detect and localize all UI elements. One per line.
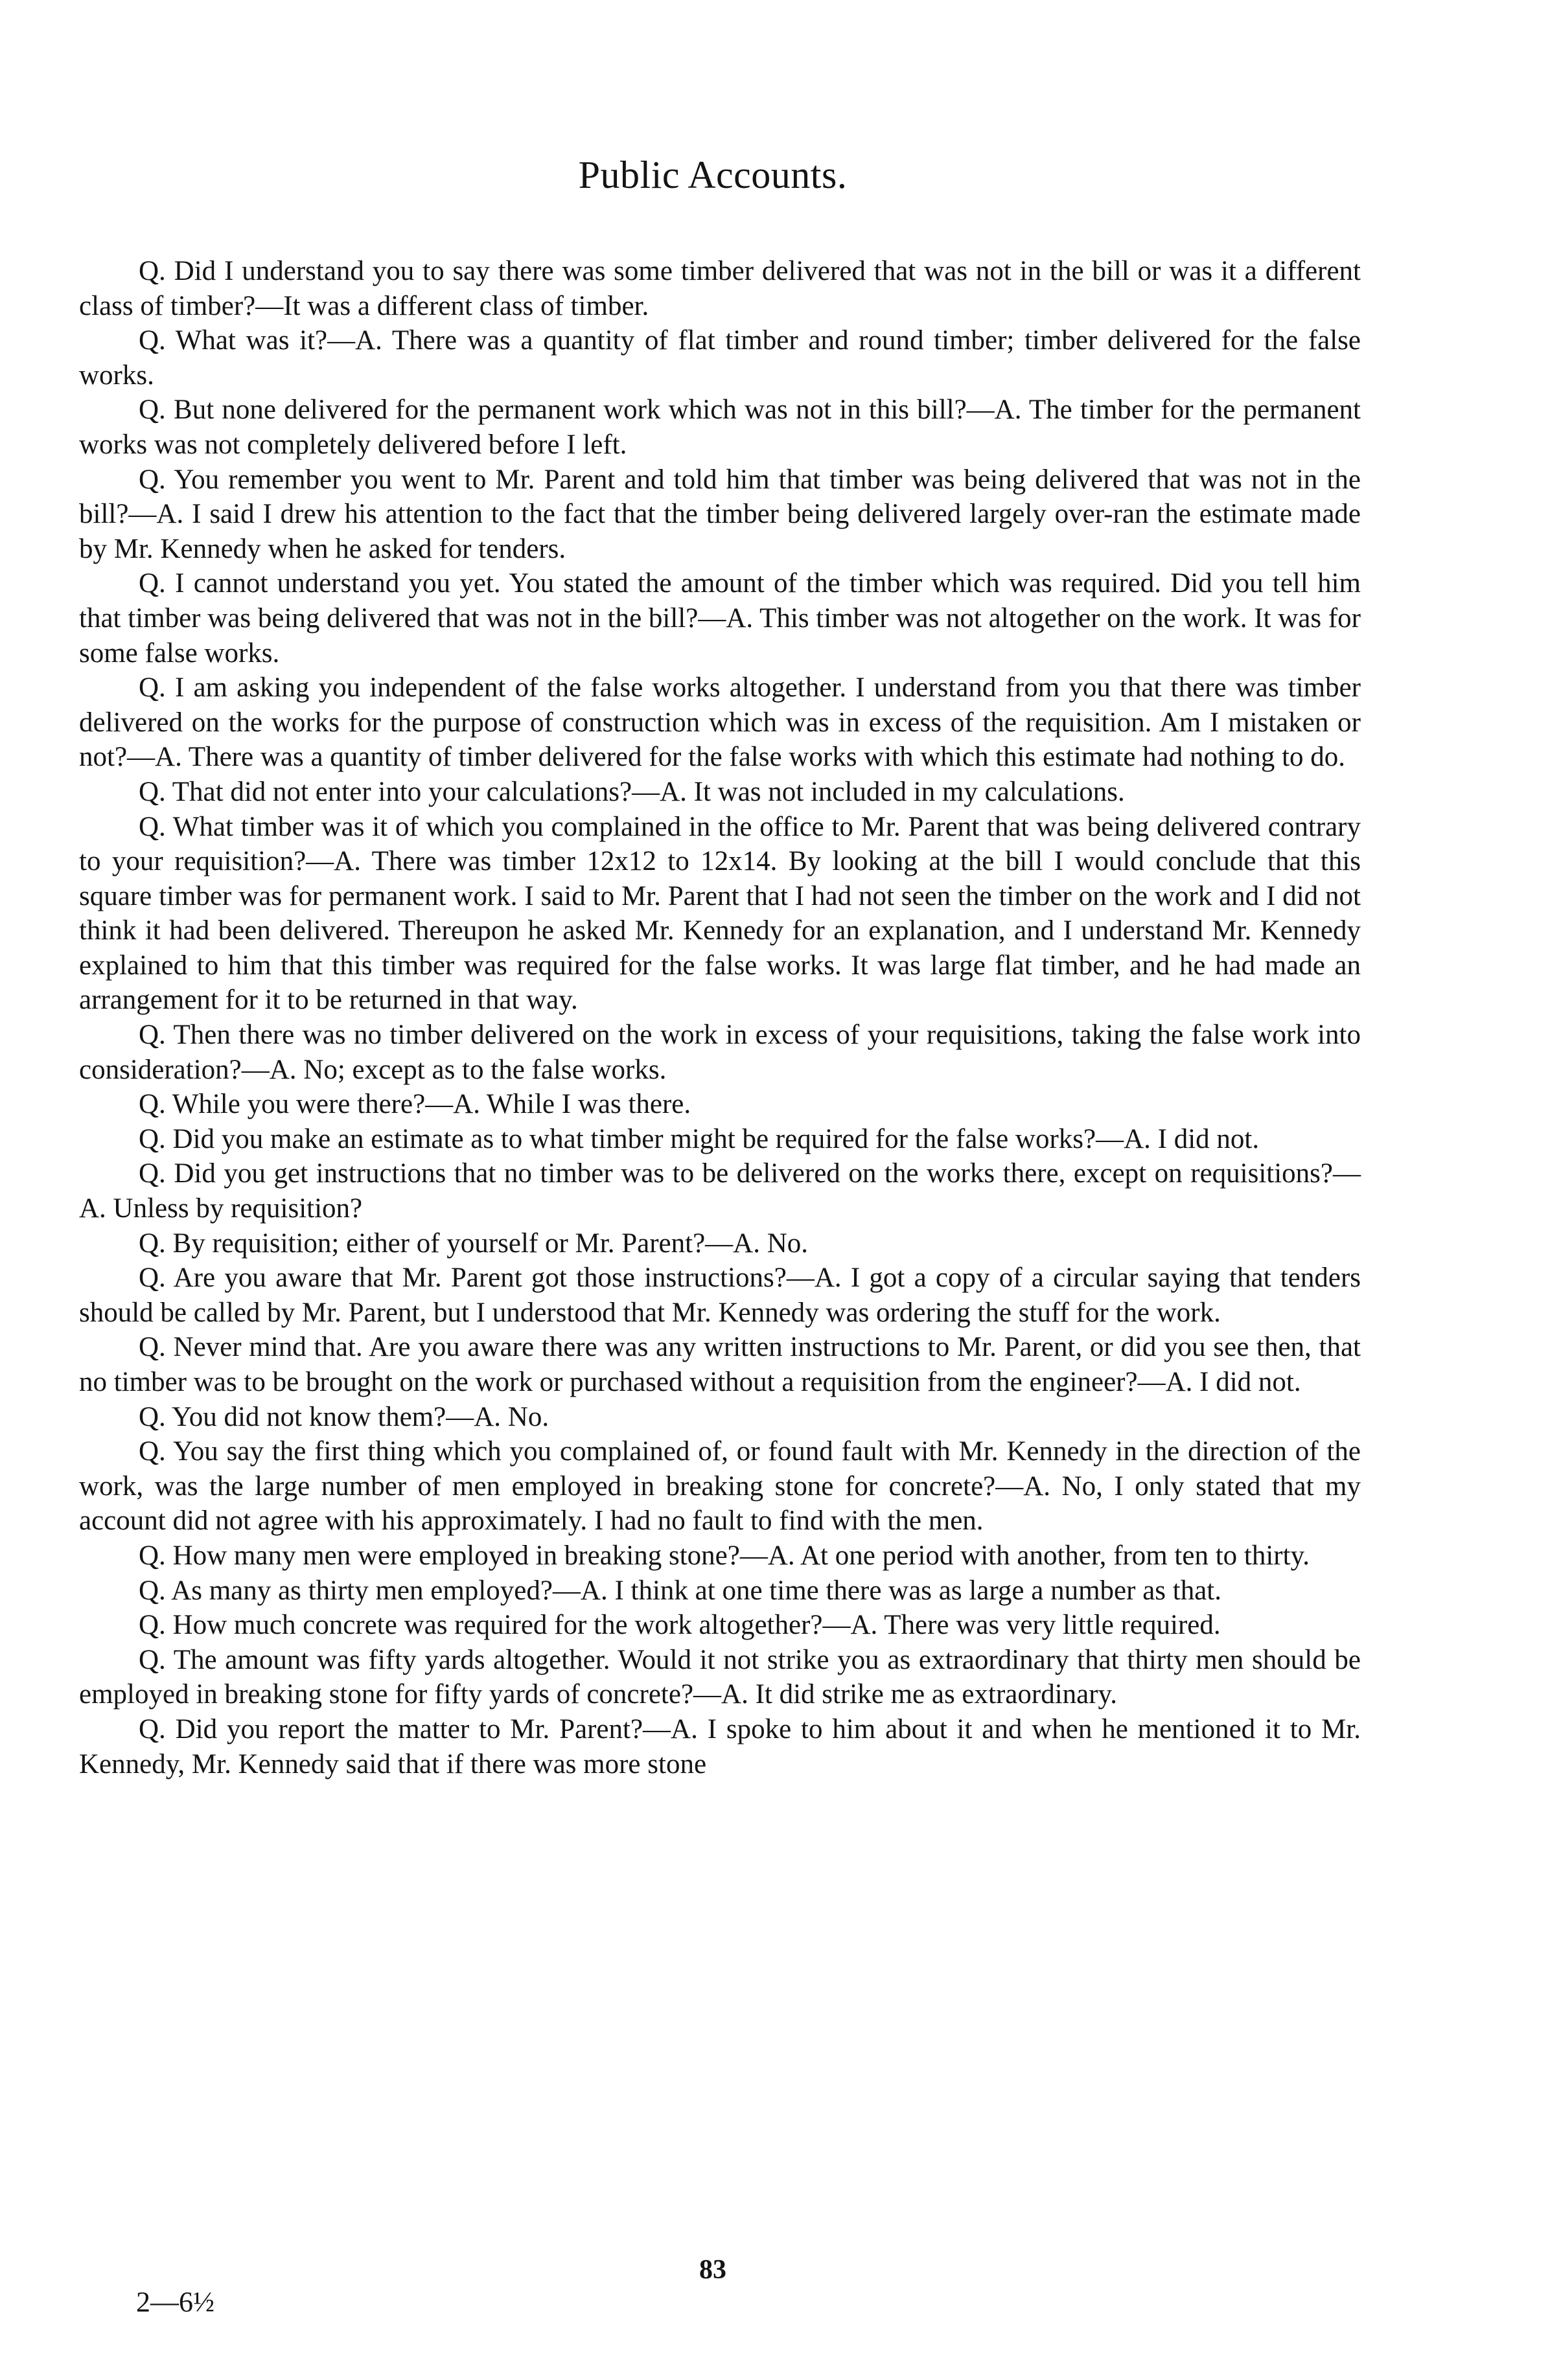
paragraph: Q. You did not know them?—A. No.	[139, 1401, 549, 1432]
page-title: Public Accounts.	[578, 154, 848, 196]
paragraph: Q. Did you make an estimate as to what timber might be required for the false works?—A. I did not.	[139, 1123, 1260, 1154]
testimony-body	[79, 254, 1361, 1781]
paragraph: Q. I cannot understand you yet. You stated the amount of the timber which was required. Did you tell him that timber was being delivered that was not in the bill?—A. This timber was not altogether on the work. It was for some false works.	[79, 568, 1361, 669]
page-number: 83	[699, 2255, 726, 2285]
paragraph: Q. While you were there?—A. While I was there.	[139, 1089, 691, 1120]
paragraph: Q. Never mind that. Are you aware there was any written instructions to Mr. Parent, or did you see then, that no timber was to be brought on the work or purchased without a requisition from the engineer?—A. I did not.	[79, 1332, 1361, 1397]
paragraph: Q. How many men were employed in breaking stone?—A. At one period with another, from ten to thirty.	[139, 1540, 1310, 1571]
paragraph: Q. What timber was it of which you complained in the office to Mr. Parent that was being delivered contrary to your requisition?—A. There was timber 12x12 to 12x14. By looking at the bill I would conclude that this square timber was for permanent work. I said to Mr. Parent that I had not seen the timber on the work and I did not think it had been delivered. Thereupon he asked Mr. Kennedy for an explanation, and I understand Mr. Kennedy explained to him that this timber was required for the false works. It was large flat timber, and he had made an arrangement for it to be returned in that way.	[79, 811, 1361, 1016]
paragraph: Q. Did you get instructions that no timber was to be delivered on the works there, except on requisitions?—A. Unless by requisition?	[79, 1158, 1361, 1224]
paragraph: Q. By requisition; either of yourself or Mr. Parent?—A. No.	[139, 1228, 809, 1259]
paragraph: Q. Then there was no timber delivered on the work in excess of your requisitions, taking the false work into consideration?—A. No; except as to the false works.	[79, 1020, 1361, 1085]
paragraph: Q. How much concrete was required for the work altogether?—A. There was very little required.	[139, 1610, 1221, 1641]
paragraph: Q. You remember you went to Mr. Parent and told him that timber was being delivered that was not in the bill?—A. I said I drew his attention to the fact that the timber being delivered largely over-ran the estimate made by Mr. Kennedy when he asked for tenders.	[79, 464, 1361, 564]
paragraph: Q. As many as thirty men employed?—A. I think at one time there was as large a number as that.	[139, 1575, 1221, 1606]
paragraph: Q. What was it?—A. There was a quantity of flat timber and round timber; timber delivered for the false works.	[79, 325, 1361, 391]
paragraph: Q. Did I understand you to say there was some timber delivered that was not in the bill or was it a different class of timber?—It was a different class of timber.	[79, 256, 1361, 321]
paragraph: Q. But none delivered for the permanent work which was not in this bill?—A. The timber for the permanent works was not completely delivered before I left.	[79, 395, 1361, 460]
paragraph: Q. You say the first thing which you complained of, or found fault with Mr. Kennedy in the direction of the work, was the large number of men employed in breaking stone for concrete?—A. No, I only stated that my account did not agree with his approximately. I had no fault to find with the men.	[79, 1436, 1361, 1537]
paragraph: Q. I am asking you independent of the false works altogether. I understand from you that there was timber delivered on the works for the purpose of construction which was in excess of the requisition. Am I mistaken or not?—A. There was a quantity of timber delivered for the false works with which this estimate had nothing to do.	[79, 672, 1361, 773]
paragraph: Q. That did not enter into your calculations?—A. It was not included in my calculations.	[139, 776, 1125, 807]
paragraph: Q. The amount was fifty yards altogether. Would it not strike you as extraordinary that thirty men should be employed in breaking stone for fifty yards of concrete?—A. It did strike me as extraordinary.	[79, 1644, 1361, 1710]
signature-mark: 2—6½	[136, 2286, 214, 2318]
paragraph: Q. Did you report the matter to Mr. Parent?—A. I spoke to him about it and when he mentioned it to Mr. Kennedy, Mr. Kennedy said that if there was more stone	[79, 1713, 1361, 1779]
paragraph: Q. Are you aware that Mr. Parent got those instructions?—A. I got a copy of a circular saying that tenders should be called by Mr. Parent, but I understood that Mr. Kennedy was ordering the stuff for the work.	[79, 1263, 1361, 1328]
